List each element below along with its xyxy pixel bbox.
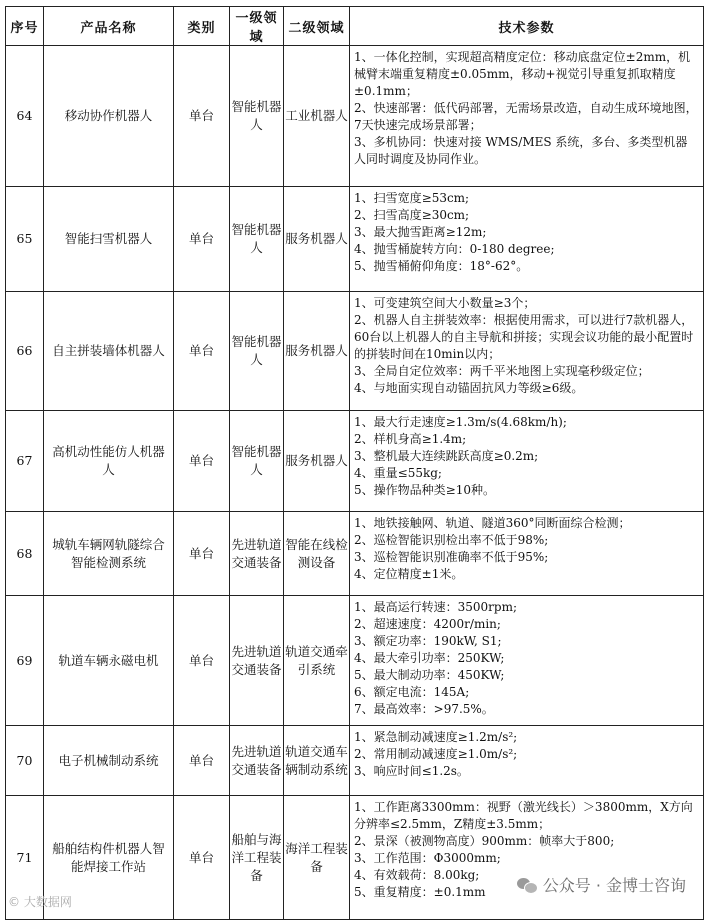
param-line: 4、有效载荷：8.00kg; [354,868,480,882]
product-name: 电子机械制动系统 [44,726,174,796]
params-cell [350,411,704,512]
param-line: 3、巡检智能识别准确率不低于95%; [354,550,549,564]
level2-cell: 服务机器人 [284,292,350,411]
param-line: 4、最大牵引功率：250KW; [354,651,505,665]
level1-cell: 先进轨道交通装备 [230,512,284,596]
params-cell [350,796,704,920]
brand-badge [517,873,686,896]
product-name: 轨道车辆永磁电机 [44,596,174,726]
category-cell: 单台 [174,726,230,796]
product-name: 高机动性能仿人机器人 [44,411,174,512]
level2-cell: 工业机器人 [284,46,350,187]
product-name: 船舶结构件机器人智能焊接工作站 [44,796,174,920]
row-number: 71 [6,796,44,920]
header-no: 序号 [6,7,44,46]
param-line: 1、最高运行转速：3500rpm; [354,600,518,614]
level1-cell: 智能机器人 [230,292,284,411]
category-cell: 单台 [174,292,230,411]
product-table [5,6,704,920]
row-number: 68 [6,512,44,596]
param-line: 6、额定电流：145A; [354,685,470,699]
param-line: 2、常用制动减速度≥1.0m/s²; [354,747,518,761]
row-number: 64 [6,46,44,187]
level1-cell: 智能机器人 [230,187,284,292]
param-line: 1、工作距离3300mm：视野（激光线长）＞3800mm，X方向分辨率≤2.5mm，Z精度±3.5mm； [354,800,693,831]
table-row [6,596,704,726]
params-cell [350,46,704,187]
param-line: 3、额定功率：190kW, S1; [354,634,502,648]
row-number: 70 [6,726,44,796]
row-number: 66 [6,292,44,411]
params-cell [350,512,704,596]
param-line: 3、工作范围：Φ3000mm; [354,851,501,865]
level1-cell: 智能机器人 [230,46,284,187]
param-line: 5、最大制动功率：450KW; [354,668,505,682]
category-cell: 单台 [174,596,230,726]
param-line: 1、一体化控制，实现超高精度定位：移动底盘定位±2mm，机械臂末端重复精度±0.05mm，移动+视觉引导重复抓取精度±0.1mm； [354,50,691,98]
level2-cell: 服务机器人 [284,187,350,292]
param-line: 3、多机协同：快速对接 WMS/MES 系统，多台、多类型机器人同时调度及协同作业。 [354,135,688,166]
param-line: 1、最大行走速度≥1.3m/s(4.68km/h); [354,415,567,429]
param-line: 2、景深（被测物高度）900mm：帧率大于800; [354,834,615,848]
level1-cell: 先进轨道交通装备 [230,596,284,726]
header-category: 类别 [174,7,230,46]
param-line: 3、响应时间≤1.2s。 [354,764,469,778]
table-row [6,187,704,292]
level1-cell: 先进轨道交通装备 [230,726,284,796]
level1-cell: 船舶与海洋工程装备 [230,796,284,920]
param-line: 5、抛雪桶俯仰角度：18°-62°。 [354,259,529,273]
header-name: 产品名称 [44,7,174,46]
category-cell: 单台 [174,411,230,512]
param-line: 4、重量≤55kg; [354,466,442,480]
level2-cell: 海洋工程装备 [284,796,350,920]
row-number: 67 [6,411,44,512]
table-row [6,796,704,920]
product-name: 城轨车辆网轨隧综合智能检测系统 [44,512,174,596]
param-line: 4、定位精度±1米。 [354,567,464,581]
param-line: 2、巡检智能识别检出率不低于98%; [354,533,549,547]
level2-cell: 服务机器人 [284,411,350,512]
param-line: 2、超速速度：4200r/min; [354,617,501,631]
product-name: 自主拼装墙体机器人 [44,292,174,411]
param-line: 3、全局自定位效率：两千平米地图上实现毫秒级定位； [354,364,650,378]
level2-cell: 智能在线检测设备 [284,512,350,596]
table-row [6,726,704,796]
params-cell [350,187,704,292]
product-name: 移动协作机器人 [44,46,174,187]
category-cell: 单台 [174,796,230,920]
param-line: 1、地铁接触网、轨道、隧道360°同断面综合检测； [354,516,631,530]
param-line: 2、扫雪高度≥30cm; [354,208,470,222]
param-line: 3、最大抛雪距离≥12m; [354,225,487,239]
brand-text: 公众号 · 金博士咨询 [542,876,686,895]
param-line: 5、操作物品种类≥10种。 [354,483,495,497]
param-line: 3、整机最大连续跳跃高度≥0.2m; [354,449,539,463]
table-row [6,411,704,512]
header-level1: 一级领域 [230,7,284,46]
param-line: 1、扫雪宽度≥53cm; [354,191,470,205]
param-line: 1、紧急制动减速度≥1.2m/s²; [354,730,518,744]
table-row [6,512,704,596]
param-line: 1、可变建筑空间大小数量≥3个； [354,296,536,310]
table-row [6,292,704,411]
params-cell [350,596,704,726]
level2-cell: 轨道交通车辆制动系统 [284,726,350,796]
param-line: 7、最高效率：>97.5%。 [354,702,494,716]
param-line: 2、快速部署：低代码部署，无需场景改造，自动生成环境地图，7天快速完成场景部署； [354,101,698,132]
param-line: 4、与地面实现自动锚固抗风力等级≥6级。 [354,381,584,395]
level1-cell: 智能机器人 [230,411,284,512]
row-number: 65 [6,187,44,292]
category-cell: 单台 [174,187,230,292]
category-cell: 单台 [174,512,230,596]
header-level2: 二级领域 [284,7,350,46]
watermark: © 大数据网 [8,895,72,909]
row-number: 69 [6,596,44,726]
category-cell: 单台 [174,46,230,187]
level2-cell: 轨道交通牵引系统 [284,596,350,726]
product-name: 智能扫雪机器人 [44,187,174,292]
param-line: 4、抛雪桶旋转方向：0-180 degree; [354,242,555,256]
params-cell [350,726,704,796]
param-line: 2、样机身高≥1.4m; [354,432,467,446]
wechat-icon [517,876,537,894]
param-line: 2、机器人自主拼装效率：根据使用需求，可以进行7款机器人，60台以上机器人的自主导航和拼接；实现会议功能的最小配置时的拼装时间在10min以内； [354,313,694,361]
header-row [6,7,704,46]
table-row [6,46,704,187]
header-params: 技术参数 [350,7,704,46]
param-line: 5、重复精度：±0.1mm [354,885,486,899]
params-cell [350,292,704,411]
